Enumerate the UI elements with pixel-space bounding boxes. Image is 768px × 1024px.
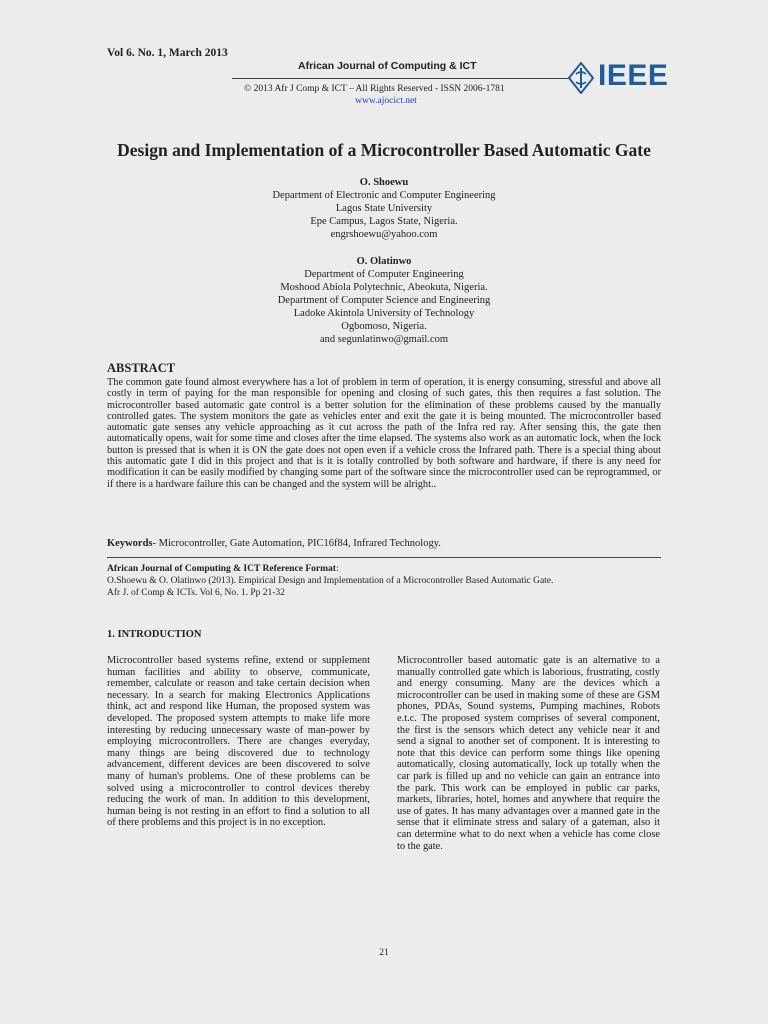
journal-name: African Journal of Computing & ICT: [298, 60, 477, 72]
introduction-left-column: Microcontroller based systems refine, extend or supplement human facilities and ability to observe, communicate, remember, calculate or reason and take certain decision when necessary. In a search for making Electronics Applications think, act and respond like Human, the proposed system was developed. The proposed system attempts to make life more interesting by reducing unnecessary waste of man-power by employing microcontrollers. There are changes everyday, many things are being discovered due to technology advancement, different devices are been discovered to solve many of human's problems. One of these problems can be solved using a microcontroller to control devices thereby reducing the work of man. In addition to this development, human being is not resting in an effort to find a solution to all of there problems and this project is in no exception.: [107, 655, 370, 829]
author-affiliation-line: Ogbomoso, Nigeria.: [341, 321, 427, 332]
ieee-logo: [568, 59, 678, 96]
abstract-text: The common gate found almost everywhere has a lot of problem in term of operation, it is energy consuming, stressful and above all costly in term of paying for the man responsible for opening and closing of such gates, this then requires a fast solution. The microcontroller based automatic gate control is a better solution for the elimination of these problems caused by the manually controlled gates. The system monitors the gate as vehicles enter and exit the gate it is being mounted. The microcontroller based automatic gate senses any vehicle approaching as it cut across the path of the Infra red ray. After sensing this, the gate then automatically opens, wait for some time and closes after the time elapsed. The systems also work as an automatic lock, when the lock button is pressed that is when it is ON the gate does not open even if a vehicle cross the Infrared path. There is a special thing about this automatic gate I did in this project and that is it is totally controlled by both software and hardware, if there is any need for modification it can be easily modified by changing some part of the software since the microcontroller used can be reprogrammed, or if there is a hardware failure this can be changed and the system will be alright..: [107, 377, 661, 490]
author-name: O. Olatinwo: [356, 256, 412, 267]
volume-info: Vol 6. No. 1, March 2013: [107, 47, 228, 59]
reference-citation: O.Shoewu & O. Olatinwo (2013). Empirical Design and Implementation of a Microcontroller Based Automatic Gate.: [107, 576, 554, 586]
keywords-text: - Microcontroller, Gate Automation, PIC16f84, Infrared Technology.: [152, 538, 441, 549]
author-affiliation-line: Lagos State University: [335, 203, 433, 214]
author-block-1: [0, 176, 768, 241]
reference-heading: [107, 564, 339, 574]
introduction-right-column: Microcontroller based automatic gate is an alternative to a manually controlled gate which is laborious, frustrating, costly and energy consuming. Many are the devices which a microcontroller can be used in making some of these are GSM phones, PDAs, Sound systems, Pumping machines, Robots e.t.c. The proposed system comprises of several component, the first is the sensors which detect any vehicle near it and send a signal to another set of component. It is interesting to note that this device can perform some things like opening automatically, closing automatically, lock up totally when the car park is filled up and no vehicle can gain an entrance into the park. This work can be employed in public car parks, markets, libraries, hotel, homes and anywhere that require the use of gates. It has many advantages over a manned gate in the sense that it eliminate stress and salary of a gateman, also it can determine what to do next when a vehicle has come close to the gate.: [397, 655, 660, 852]
keywords-line: [107, 538, 441, 549]
ieee-diamond-icon: [568, 62, 598, 94]
author-affiliation-line: Epe Campus, Lagos State, Nigeria.: [310, 216, 458, 227]
introduction-heading: 1. INTRODUCTION: [107, 629, 202, 640]
author-block-2: [0, 255, 768, 346]
reference-divider: [107, 557, 661, 558]
author-name: O. Shoewu: [359, 177, 409, 188]
author-affiliation-line: Moshood Abiola Polytechnic, Abeokuta, Nigeria.: [280, 282, 488, 293]
reference-heading-colon: :: [335, 564, 339, 574]
paper-title: Design and Implementation of a Microcontroller Based Automatic Gate: [117, 140, 651, 160]
author-affiliation-line: Department of Computer Science and Engineering: [277, 295, 491, 306]
copyright-notice: © 2013 Afr J Comp & ICT – All Rights Reserved - ISSN 2006-1781: [244, 84, 505, 94]
keywords-label: Keywords: [107, 538, 153, 549]
author-affiliation-line: Department of Computer Engineering: [304, 269, 464, 280]
reference-journal: Afr J. of Comp & ICTs. Vol 6, No. 1. Pp 21-32: [107, 588, 285, 598]
reference-heading-text: African Journal of Computing & ICT Reference Format: [107, 564, 336, 574]
author-email: and segunlatinwo@gmail.com: [319, 334, 449, 345]
website-link[interactable]: www.ajocict.net: [355, 96, 417, 106]
author-affiliation-line: Department of Electronic and Computer Engineering: [272, 190, 496, 201]
page-number: 21: [379, 948, 389, 958]
author-affiliation-line: Ladoke Akintola University of Technology: [293, 308, 475, 319]
website-link-row: [0, 96, 768, 106]
ieee-logo-text: IEEE: [598, 59, 669, 92]
author-email: engrshoewu@yahoo.com: [330, 229, 438, 240]
header-divider: [232, 78, 569, 79]
abstract-heading: ABSTRACT: [107, 361, 176, 375]
